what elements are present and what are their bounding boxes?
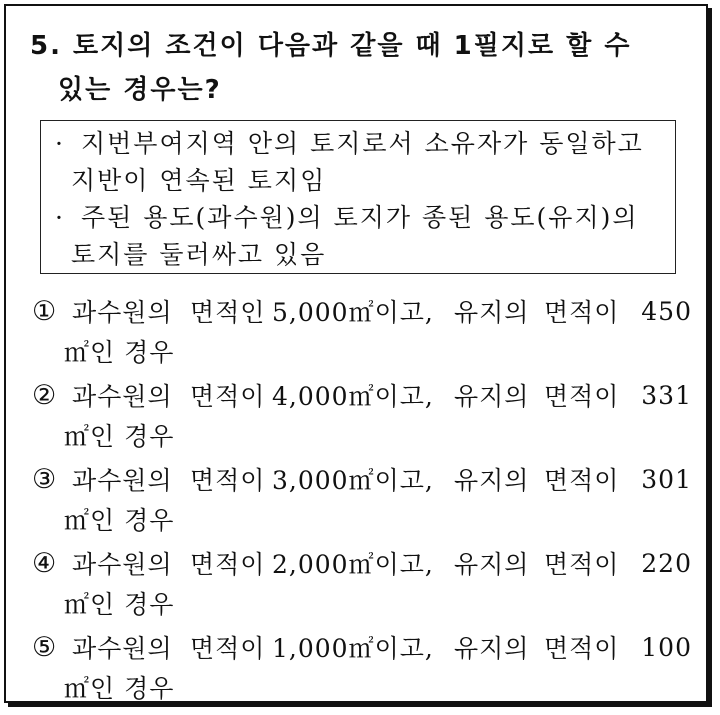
question-stem — [30, 24, 690, 112]
option-text: 유지의 — [454, 634, 530, 663]
option-value: 450 — [641, 296, 692, 326]
option-text: 과수원의 — [72, 298, 173, 327]
option-number: ⑤ — [32, 631, 58, 663]
option-area: 3,000㎡이고, — [272, 466, 434, 495]
option-text: 면적이 — [544, 550, 620, 579]
option-text-line2: ㎡인 경우 — [64, 506, 175, 535]
option-text: 면적이 — [544, 298, 620, 327]
option-number: ④ — [32, 547, 58, 579]
option-number: ③ — [32, 463, 58, 495]
option-text: 면적이 — [190, 634, 266, 663]
question-line-1: 5. 토지의 조건이 다음과 같을 때 1필지로 할 수 — [30, 31, 632, 61]
option-number: ② — [32, 379, 58, 411]
option-text-line2: ㎡인 경우 — [64, 590, 175, 619]
answer-options — [32, 290, 692, 710]
condition-item — [55, 199, 665, 273]
option-text: 과수원의 — [72, 466, 173, 495]
option-text: 면적이 — [190, 382, 266, 411]
bullet-icon: · — [55, 129, 65, 158]
option-area: 1,000㎡이고, — [272, 634, 434, 663]
option-text: 유지의 — [454, 298, 530, 327]
condition-text: 지번부여지역 안의 토지로서 소유자가 동일하고 — [81, 129, 644, 158]
option-text-line2: ㎡인 경우 — [64, 338, 175, 367]
option-value: 301 — [641, 464, 692, 494]
option-text: 과수원의 — [72, 634, 173, 663]
question-line-2: 있는 경우는? — [58, 75, 222, 105]
option-text: 유지의 — [454, 550, 530, 579]
option-area: 2,000㎡이고, — [272, 550, 434, 579]
option-area: 5,000㎡이고, — [272, 298, 434, 327]
option-text: 과수원의 — [72, 382, 173, 411]
option-text: 과수원의 — [72, 550, 173, 579]
answer-option-1[interactable] — [32, 290, 692, 374]
option-text-line2: ㎡인 경우 — [64, 422, 175, 451]
option-text: 면적이 — [190, 466, 266, 495]
option-text: 면적이 — [544, 382, 620, 411]
option-value: 100 — [641, 632, 692, 662]
option-area: 4,000㎡이고, — [272, 382, 434, 411]
answer-option-3[interactable] — [32, 458, 692, 542]
option-text: 유지의 — [454, 466, 530, 495]
option-value: 331 — [641, 380, 692, 410]
option-text: 면적이 — [544, 466, 620, 495]
option-text-line2: ㎡인 경우 — [64, 674, 175, 703]
answer-option-4[interactable] — [32, 542, 692, 626]
option-text: 면적이 — [544, 634, 620, 663]
option-number: ① — [32, 295, 58, 327]
bullet-icon: · — [55, 203, 65, 232]
answer-option-5[interactable] — [32, 626, 692, 710]
condition-text: 토지를 둘러싸고 있음 — [71, 240, 327, 269]
answer-option-2[interactable] — [32, 374, 692, 458]
option-text: 면적인 — [190, 298, 266, 327]
condition-text: 지반이 연속된 토지임 — [71, 166, 327, 195]
document-frame — [4, 4, 708, 703]
option-text: 면적이 — [190, 550, 266, 579]
condition-item — [55, 125, 665, 199]
conditions-box — [40, 120, 676, 274]
option-text: 유지의 — [454, 382, 530, 411]
condition-text: 주된 용도(과수원)의 토지가 종된 용도(유지)의 — [81, 203, 639, 232]
option-value: 220 — [641, 548, 692, 578]
